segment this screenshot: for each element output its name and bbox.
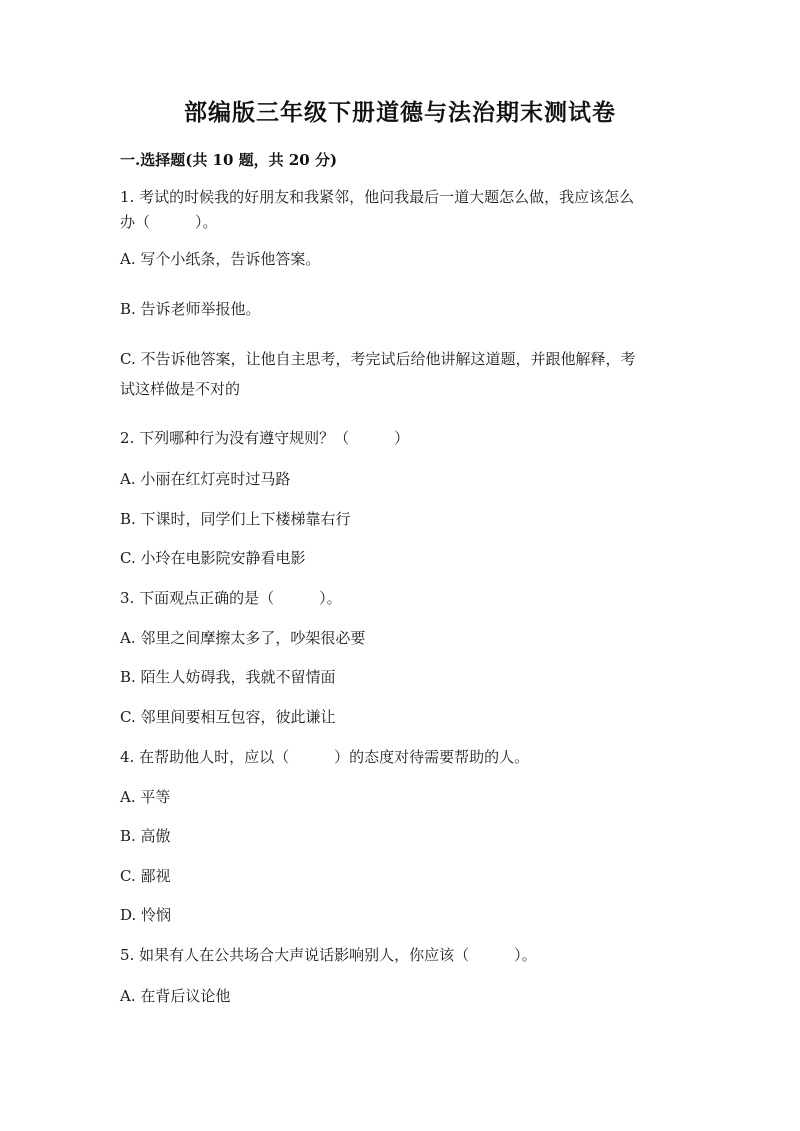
question-1-option-b: B. 告诉老师举报他。 [120,300,261,318]
question-2-option-b: B. 下课时，同学们上下楼梯靠右行 [120,510,351,528]
question-1-option-a: A. 写个小纸条，告诉他答案。 [120,250,321,268]
question-3-option-c: C. 邻里间要相互包容，彼此谦让 [120,708,336,726]
question-5-option-a: A. 在背后议论他 [120,987,231,1005]
question-4-stem: 4. 在帮助他人时，应以（ ）的态度对待需要帮助的人。 [120,748,530,766]
question-2-stem: 2. 下列哪种行为没有遵守规则？（ ） [120,429,410,447]
question-4-option-d: D. 怜悯 [120,906,172,924]
question-2-option-c: C. 小玲在电影院安静看电影 [120,549,306,567]
question-4-option-c: C. 鄙视 [120,867,171,885]
question-2-option-a: A. 小丽在红灯亮时过马路 [120,470,291,488]
question-4-option-a: A. 平等 [120,788,171,806]
question-3-option-a: A. 邻里之间摩擦太多了，吵架很必要 [120,629,366,647]
question-5-stem: 5. 如果有人在公共场合大声说话影响别人，你应该（ ）。 [120,946,537,964]
question-3-stem: 3. 下面观点正确的是（ ）。 [120,589,342,607]
question-1-option-c-line-2: 试这样做是不对的 [120,380,241,398]
question-4-option-b: B. 高傲 [120,827,171,845]
question-1-option-c-line-1: C. 不告诉他答案，让他自主思考，考完试后给他讲解这道题，并跟他解释，考 [120,350,636,368]
question-1-stem-line-1: 1. 考试的时候我的好朋友和我紧邻，他问我最后一道大题怎么做，我应该怎么 [120,188,635,206]
question-3-option-b: B. 陌生人妨碍我，我就不留情面 [120,668,336,686]
section-heading: 一.选择题(共 10 题，共 20 分) [120,151,338,169]
page-title: 部编版三年级下册道德与法治期末测试卷 [184,99,616,126]
question-1-stem-line-2: 办（ ）。 [120,213,218,231]
